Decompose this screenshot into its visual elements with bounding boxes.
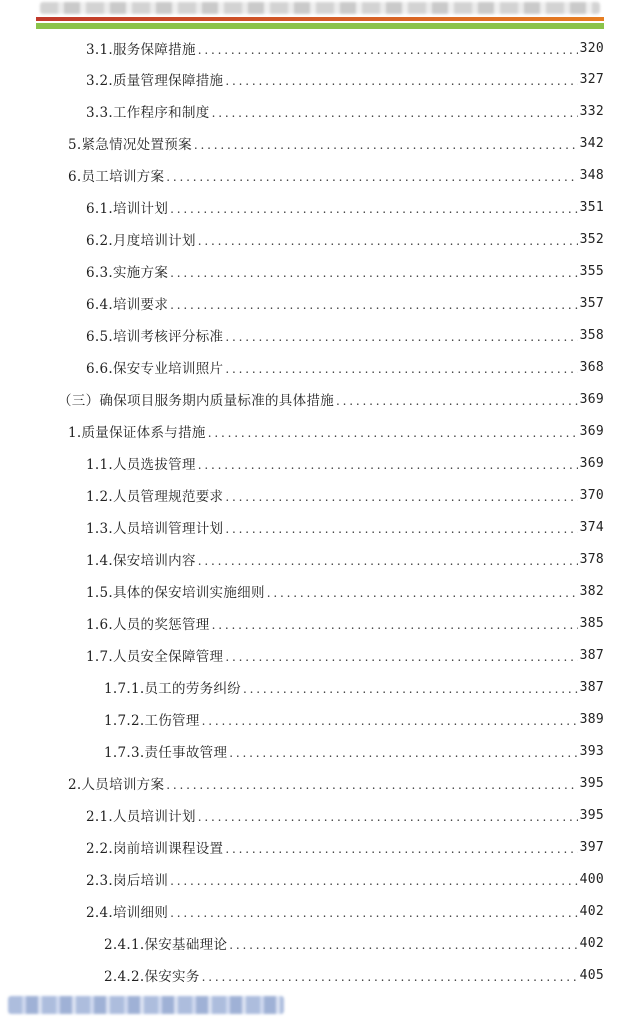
toc-title: 1.3.人员培训管理计划	[86, 521, 224, 537]
dot-leader	[194, 131, 578, 155]
dot-leader	[225, 835, 577, 859]
toc-title: 1.5.具体的保安培训实施细则	[86, 585, 265, 601]
toc-entry[interactable]	[86, 835, 604, 859]
toc-title: 2.4.2.保安实务	[104, 969, 200, 985]
toc-entry[interactable]	[68, 419, 604, 443]
blurred-footer-text	[8, 996, 284, 1014]
toc-entry[interactable]	[86, 611, 604, 635]
dot-leader	[198, 451, 578, 475]
dot-leader	[336, 387, 578, 411]
toc-page-number: 395	[579, 775, 604, 791]
toc-title: 3.1.服务保障措施	[86, 42, 196, 58]
toc-entry[interactable]	[86, 579, 604, 603]
dot-leader	[225, 483, 577, 507]
toc-title: 6.员工培训方案	[68, 169, 165, 185]
toc-page-number: 387	[579, 679, 604, 695]
dot-leader	[229, 931, 577, 955]
dot-leader	[225, 355, 577, 379]
toc-title: 6.3.实施方案	[86, 265, 169, 281]
dot-leader	[198, 36, 578, 60]
toc-page-number: 369	[579, 391, 604, 407]
toc-page-number: 389	[579, 711, 604, 727]
toc-page-number: 357	[579, 295, 604, 311]
toc-page-number: 369	[579, 455, 604, 471]
toc-entry[interactable]	[58, 387, 604, 411]
toc-title: 1.6.人员的奖惩管理	[86, 617, 210, 633]
toc-entry[interactable]	[104, 931, 604, 955]
toc-entry[interactable]	[86, 451, 604, 475]
toc-entry[interactable]	[68, 131, 604, 155]
header-rule-red	[36, 17, 604, 21]
toc-page-number: 387	[579, 647, 604, 663]
toc-title: 5.紧急情况处置预案	[68, 137, 192, 153]
toc-entry[interactable]	[86, 323, 604, 347]
dot-leader	[208, 419, 578, 443]
dot-leader	[225, 323, 577, 347]
toc-entry[interactable]	[86, 227, 604, 251]
blurred-header-text	[40, 2, 600, 14]
toc-entry[interactable]	[86, 867, 604, 891]
toc-title: 2.2.岗前培训课程设置	[86, 841, 224, 857]
toc-title: 6.4.培训要求	[86, 297, 169, 313]
dot-leader	[212, 99, 578, 123]
dot-leader	[267, 579, 578, 603]
toc-title: 6.6.保安专业培训照片	[86, 361, 224, 377]
toc-page-number: 374	[579, 519, 604, 535]
dot-leader	[243, 675, 578, 699]
toc-entry[interactable]	[86, 99, 604, 123]
toc-page-number: 385	[579, 615, 604, 631]
toc-page-number: 358	[579, 327, 604, 343]
toc-page-number: 327	[579, 71, 604, 87]
toc-entry[interactable]	[104, 739, 604, 763]
toc-title: 1.7.3.责任事故管理	[104, 745, 228, 761]
toc-title: 2.4.1.保安基础理论	[104, 937, 228, 953]
toc-page-number: 378	[579, 551, 604, 567]
toc-entry[interactable]	[86, 195, 604, 219]
toc-title: 6.1.培训计划	[86, 201, 169, 217]
toc-page-number: 397	[579, 839, 604, 855]
dot-leader	[166, 163, 577, 187]
dot-leader	[225, 643, 577, 667]
toc-page-number: 405	[579, 967, 604, 983]
toc-entry[interactable]	[86, 803, 604, 827]
dot-leader	[170, 259, 577, 283]
toc-page-number: 342	[579, 135, 604, 151]
dot-leader	[170, 899, 577, 923]
toc-entry[interactable]	[86, 36, 604, 60]
toc-title: 1.7.2.工伤管理	[104, 713, 200, 729]
toc-entry[interactable]	[86, 483, 604, 507]
dot-leader	[198, 547, 578, 571]
toc-title: 1.7.1.员工的劳务纠纷	[104, 681, 242, 697]
toc-entry[interactable]	[86, 259, 604, 283]
dot-leader	[198, 227, 578, 251]
toc-title: 2.人员培训方案	[68, 777, 165, 793]
toc-title: 2.3.岗后培训	[86, 873, 169, 889]
dot-leader	[202, 963, 578, 987]
toc-title: 1.4.保安培训内容	[86, 553, 196, 569]
toc-page-number: 320	[579, 40, 604, 56]
toc-entry[interactable]	[86, 643, 604, 667]
dot-leader	[170, 195, 577, 219]
header-rule-green	[36, 23, 604, 29]
toc-entry[interactable]	[104, 675, 604, 699]
toc-page-number: 393	[579, 743, 604, 759]
toc-title: 3.2.质量管理保障措施	[86, 73, 224, 89]
toc-entry[interactable]	[104, 707, 604, 731]
toc-title: 1.1.人员选拔管理	[86, 457, 196, 473]
toc-entry[interactable]	[86, 515, 604, 539]
toc-entry[interactable]	[86, 355, 604, 379]
dot-leader	[229, 739, 577, 763]
toc-title: 1.2.人员管理规范要求	[86, 489, 224, 505]
toc-title: 2.1.人员培训计划	[86, 809, 196, 825]
toc-title: 1.质量保证体系与措施	[68, 425, 206, 441]
toc-page-number: 368	[579, 359, 604, 375]
toc-entry[interactable]	[104, 963, 604, 987]
toc-entry[interactable]	[86, 899, 604, 923]
dot-leader	[170, 291, 577, 315]
toc-entry[interactable]	[86, 291, 604, 315]
toc-title: 6.2.月度培训计划	[86, 233, 196, 249]
toc-page-number: 351	[579, 199, 604, 215]
toc-title: （三）确保项目服务期内质量标准的具体措施	[58, 393, 334, 409]
dot-leader	[212, 611, 578, 635]
toc-page-number: 355	[579, 263, 604, 279]
toc-entry[interactable]	[86, 67, 604, 91]
toc-page-number: 332	[579, 103, 604, 119]
toc-page-number: 370	[579, 487, 604, 503]
toc-page-number: 348	[579, 167, 604, 183]
dot-leader	[202, 707, 578, 731]
toc-title: 1.7.人员安全保障管理	[86, 649, 224, 665]
dot-leader	[225, 515, 577, 539]
toc-page-number: 400	[579, 871, 604, 887]
toc-entry[interactable]	[68, 163, 604, 187]
dot-leader	[225, 67, 577, 91]
dot-leader	[166, 771, 577, 795]
toc-page-number: 395	[579, 807, 604, 823]
toc-page-number: 402	[579, 935, 604, 951]
toc-title: 6.5.培训考核评分标准	[86, 329, 224, 345]
toc-page-number: 352	[579, 231, 604, 247]
toc-title: 3.3.工作程序和制度	[86, 105, 210, 121]
dot-leader	[170, 867, 577, 891]
toc-page-number: 382	[579, 583, 604, 599]
toc-page-number: 369	[579, 423, 604, 439]
toc-page-number: 402	[579, 903, 604, 919]
toc-entry[interactable]	[68, 771, 604, 795]
dot-leader	[198, 803, 578, 827]
toc-title: 2.4.培训细则	[86, 905, 169, 921]
toc-entry[interactable]	[86, 547, 604, 571]
